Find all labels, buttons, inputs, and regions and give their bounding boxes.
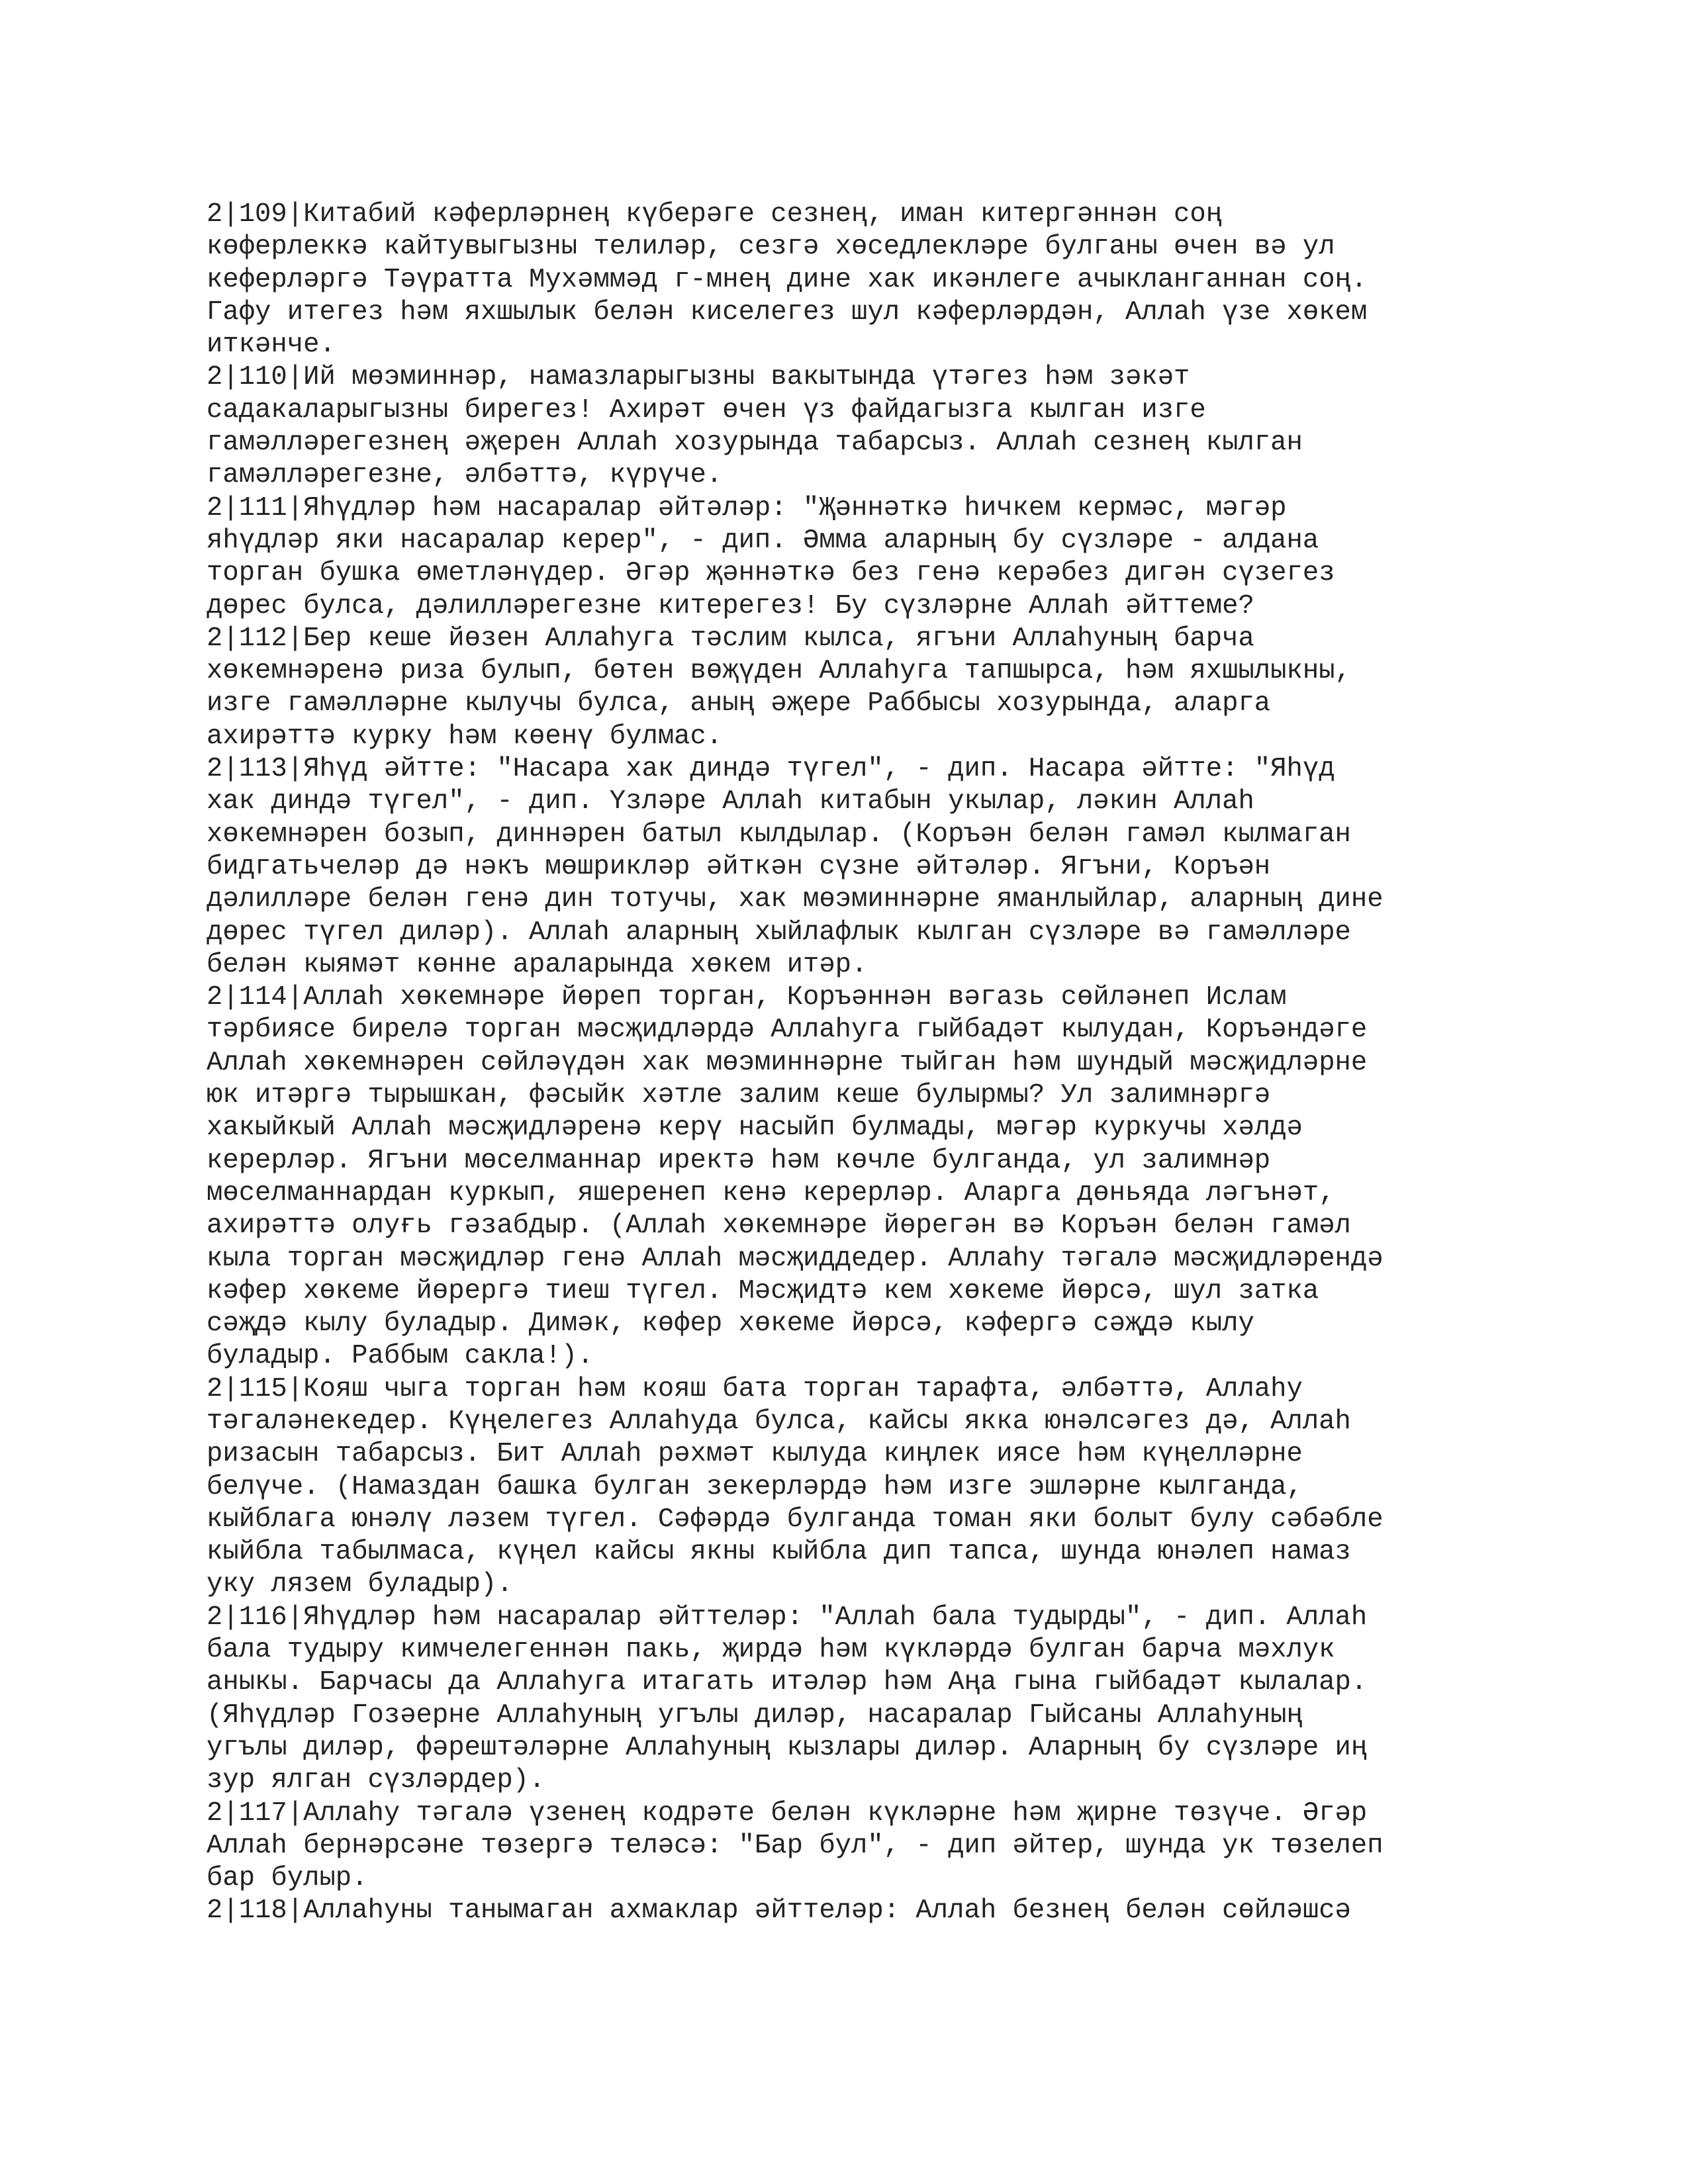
text-line: бар булыр.	[207, 1863, 368, 1894]
text-line: зур ялган сүзләрдер).	[207, 1765, 545, 1796]
text-line: 2|115|Кояш чыга торган hәм кояш бата торган тарафта, әлбәттә, Аллаhу	[207, 1373, 1303, 1404]
text-line: юк итәргә тырышкан, фәсыйк хәтле залим кеше булырмы? Ул залимнәргә	[207, 1080, 1271, 1111]
text-line: угълы диләр, фәрештәләрне Аллаhуның кызлары диләр. Аларның бу сүзләре иң	[207, 1732, 1368, 1763]
text-line: кыла торган мәсҗидләр генә Аллаh мәсҗиддедер. Аллаhу тәгалә мәсҗидләрендә	[207, 1243, 1383, 1274]
text-line: 2|110|Ий мөэминнәр, намазларыгызны вакытында үтәгез һәм зәкәт	[207, 362, 1190, 393]
text-line: садакаларыгызны бирегез! Ахирәт өчен үз файдагызга кылган изге	[207, 394, 1206, 426]
text-line: 2|109|Китабий кәферләрнең күберәге сезнең, иман китергәннән соң	[207, 199, 1223, 230]
text-line: иткәнче.	[207, 330, 336, 361]
text-line: уку лязем буладыр).	[207, 1569, 513, 1600]
text-line: дөрес булса, дәлилләрегезне китерегез! Бу сүзләрне Аллаh әйттеме?	[207, 590, 1254, 621]
text-line: кәфер хөкеме йөрергә тиеш түгел. Мәсҗидтә кем хөкеме йөрсә, шул затка	[207, 1275, 1319, 1306]
text-line: яhүдләр яки насаралар керер", - дип. Әмма аларның бу сүзләре - алдана	[207, 525, 1319, 556]
text-line: Аллаh бернәрсәне төзергә теләсә: "Бар бул", - дип әйтер, шунда ук төзелеп	[207, 1830, 1383, 1861]
text-line: 2|114|Аллаh хөкемнәре йөреп торган, Коръәннән вәгазь сөйләнеп Ислам	[207, 982, 1287, 1013]
text-line: кыйбла табылмаса, күңел кайсы якны кыйбла дип тапса, шунда юнәлеп намаз	[207, 1537, 1351, 1568]
text-line: ризасын табарсыз. Бит Аллаh рәхмәт кылуда киңлек иясе hәм күңелләрне	[207, 1439, 1303, 1470]
text-line: хакыйкый Аллаh мәсҗидләренә керү насыйп булмады, мәгәр куркучы хәлдә	[207, 1113, 1303, 1144]
text-line: 2|116|Яhүдләр hәм насаралар әйттеләр: "Аллаh бала тудырды", - дип. Аллаh	[207, 1602, 1368, 1633]
text-line: кыйблага юнәлү ләзем түгел. Сәфәрдә булганда томан яки болыт булу сәбәбле	[207, 1504, 1383, 1535]
text-line: бидгатьчеләр дә нәкъ мөшрикләр әйткән сүзне әйтәләр. Ягъни, Коръән	[207, 851, 1271, 882]
text-line: тәрбиясе бирелә торган мәсҗидләрдә Аллаhуга гыйбадәт кылудан, Коръәндәге	[207, 1015, 1368, 1046]
text-line: сәҗдә кылу буладыр. Димәк, көфер хөкеме йөрсә, кәфергә сәҗдә кылу	[207, 1308, 1254, 1340]
text-line: буладыр. Раббым сакла!).	[207, 1341, 594, 1372]
text-line: 2|117|Аллаhу тәгалә үзенең кодрәте белән күкләрне hәм җирне төзүче. Әгәр	[207, 1797, 1368, 1829]
text-line: Аллаh хөкемнәрен сөйләүдән хак мөэминнәрне тыйган hәм шундый мәсҗидләрне	[207, 1047, 1368, 1078]
text-line: дөрес түгел диләр). Аллаh аларның хыйлафлык кылган сүзләре вә гамәлләре	[207, 917, 1351, 948]
text-line: 2|118|Аллаhуны танымаган ахмаклар әйттеләр: Аллаh безнең белән сөйләшсә	[207, 1895, 1351, 1927]
text-line: торган бушка өметләнүдер. Әгәр җәннәткә без генә керәбез дигән сүзегез	[207, 558, 1335, 589]
verse-text-block	[207, 199, 1530, 1928]
text-line: көферлеккә кайтувыгызны телиләр, сезгә хөседлекләре булганы өчен вә ул	[207, 232, 1335, 263]
text-line: 2|112|Бер кеше йөзен Аллаhуга тәслим кылса, ягъни Аллаhуның барча	[207, 623, 1254, 654]
text-line: ахирәттә олуғь гәзабдыр. (Аллаh хөкемнәре йөрегән вә Коръән белән гамәл	[207, 1210, 1351, 1242]
text-line: дәлилләре белән генә дин тотучы, хак мөэминнәрне яманлыйлар, аларның дине	[207, 884, 1383, 915]
text-line: мөселманнардан куркып, яшеренеп кенә керерләр. Аларга дөньяда ләгънәт,	[207, 1177, 1335, 1208]
text-line: хөкемнәрен бозып, диннәрен батыл кылдылар. (Коръән белән гамәл кылмаган	[207, 819, 1351, 850]
text-line: керерләр. Ягъни мөселманнар иректә hәм көчле булганда, ул залимнәр	[207, 1145, 1271, 1176]
text-line: хөкемнәренә риза булып, бөтен вөҗүден Аллаhуга тапшырса, hәм яхшылыкны,	[207, 656, 1351, 687]
text-line: тәгаләнекедер. Күңелегез Аллаhуда булса, кайсы якка юнәлсәгез дә, Аллаh	[207, 1406, 1351, 1437]
text-line: аныкы. Барчасы да Аллаhуга итагать итәләр hәм Аңа гына гыйбадәт кылалар.	[207, 1667, 1368, 1698]
text-line: 2|111|Яhүдләр hәм насаралар әйтәләр: "Җәннәткә hичкем кермәс, мәгәр	[207, 492, 1287, 523]
text-line: гамәлләрегезне, әлбәттә, күрүче.	[207, 460, 723, 491]
text-line: кеферләргә Тәүратта Мухәммәд г-мнең дине хак икәнлеге ачыкланганнан соң.	[207, 264, 1368, 295]
text-line: белән кыямәт көнне араларында хөкем итәр.	[207, 949, 868, 980]
text-line: гамәлләрегезнең әҗерен Аллаh хозурында табарсыз. Аллаh сезнең кылган	[207, 428, 1303, 459]
text-line: бала тудыру кимчелегеннән пакь, җирдә hәм күкләрдә булган барча мәхлук	[207, 1635, 1335, 1666]
text-line: Гафу итегез һәм яхшылык белән киселегез шул кәферләрдән, Аллаh үзе хөкем	[207, 296, 1368, 328]
text-line: (Яhүдләр Гозәерне Аллаhуның угълы диләр, насаралар Гыйсаны Аллаhуның	[207, 1700, 1303, 1731]
text-line: белүче. (Намаздан башка булган зекерләрдә hәм изге эшләрне кылганда,	[207, 1471, 1303, 1502]
text-line: изге гамәлләрне кылучы булса, аның әҗере Раббысы хозурында, аларга	[207, 688, 1271, 719]
text-line: ахирәттә курку hәм көенү булмас.	[207, 721, 723, 752]
text-line: 2|113|Яhүд әйтте: "Насара хак диндә түгел", - дип. Насара әйтте: "Яhүд	[207, 754, 1335, 785]
text-line: хак диндә түгел", - дип. Үзләре Аллаh китабын укылар, ләкин Аллаh	[207, 786, 1254, 817]
